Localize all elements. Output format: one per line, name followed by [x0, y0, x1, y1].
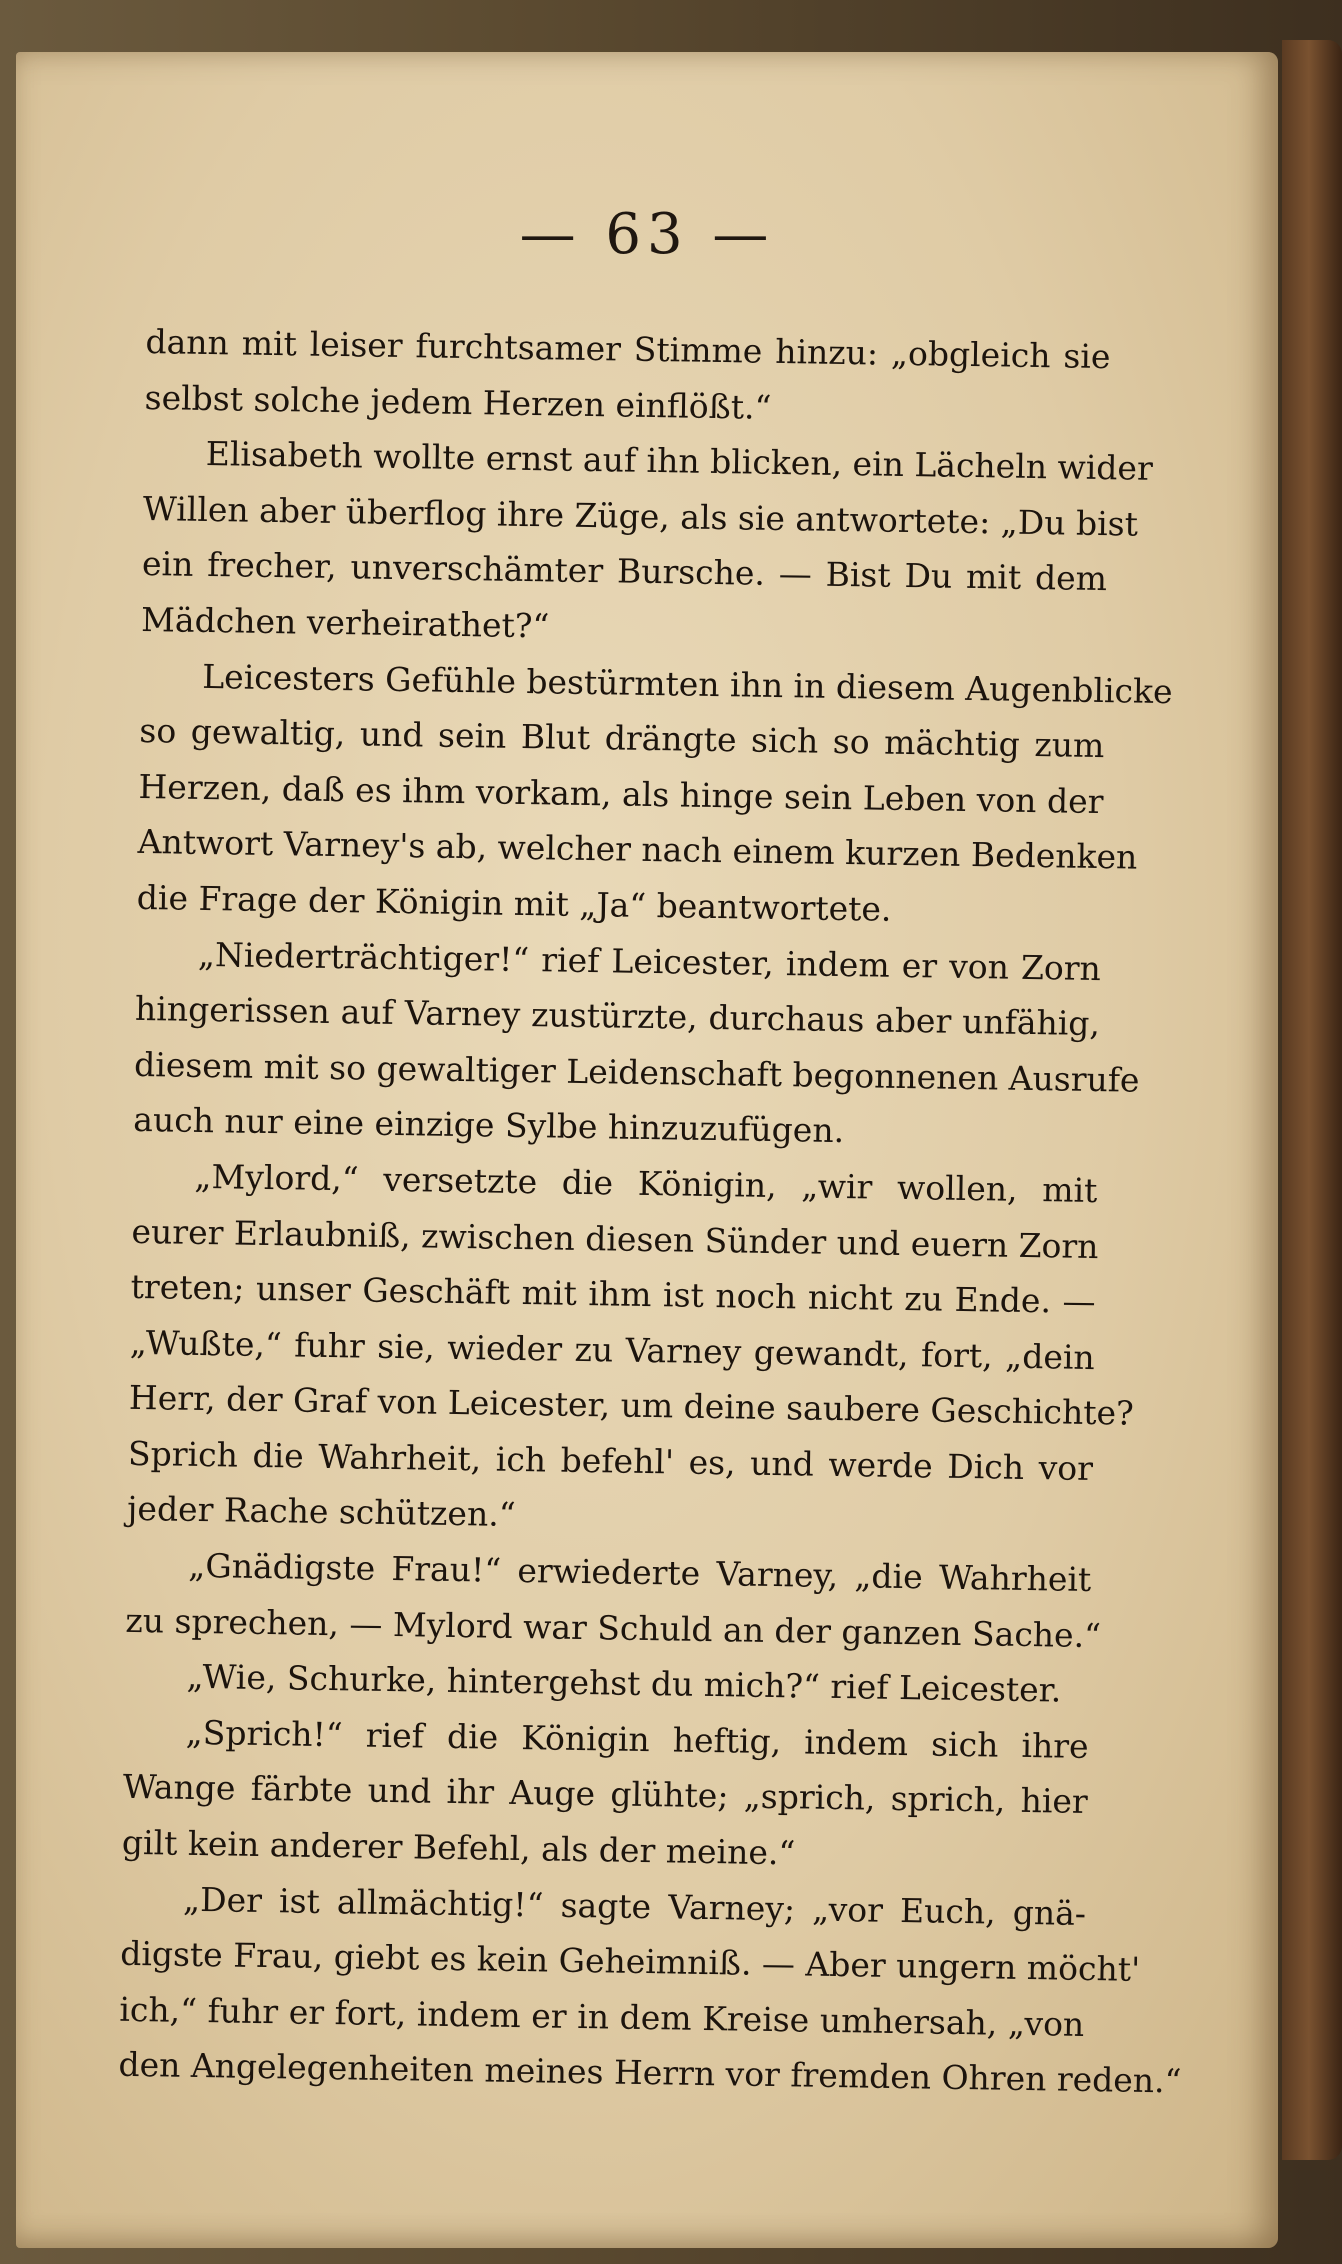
text-line: Leicesters Gefühle bestürmten ihn in diesem Augenblicke [202, 656, 1173, 711]
text-line: Herr, der Graf von Leicester, um deine saubere Geschichte? [128, 1378, 1135, 1433]
text-line: „Gnädigste Frau!“ erwiederte Varney, „die Wahrheit [188, 1545, 1092, 1600]
text-line: gilt kein anderer Befehl, als der meine.“ [121, 1822, 796, 1873]
text-line: „Niederträchtiger!“ rief Leicester, indem er von Zorn [197, 934, 1102, 988]
body-text [118, 314, 1182, 2108]
text-line: „Der ist allmächtig!“ sagte Varney; „vor Euch, gnä- [182, 1879, 1087, 1933]
book-page [16, 52, 1278, 2248]
text-line: diesem mit so gewaltiger Leidenschaft begonnenen Ausrufe [133, 1044, 1140, 1100]
text-line: dann mit leiser furchtsamer Stimme hinzu: „obgleich sie [145, 321, 1111, 377]
text-line: Elisabeth wollte ernst auf ihn blicken, ein Lächeln wider [205, 434, 1154, 489]
text-line: treten; unser Geschäft mit ihm ist noch nicht zu Ende. — [130, 1266, 1096, 1322]
text-line: digste Frau, giebt es kein Geheimniß. — Aber ungern möcht' [119, 1934, 1141, 1990]
text-line: Herzen, daß es ihm vorkam, als hinge sein Leben von der [138, 766, 1104, 821]
text-line: den Angelegenheiten meines Herrn vor fremden Ohren reden.“ [118, 2045, 1182, 2101]
text-line: zu sprechen, — Mylord war Schuld an der ganzen Sache.“ [125, 1600, 1102, 1655]
text-line: jeder Rache schützen.“ [126, 1489, 516, 1535]
text-line: Sprich die Wahrheit, ich befehl' es, und werde Dich vor [127, 1433, 1094, 1488]
text-line: Antwort Varney's ab, welcher nach einem kurzen Bedenken [137, 822, 1138, 877]
text-line: selbst solche jedem Herzen einflößt.“ [144, 377, 772, 427]
text-line: „Wußte,“ fuhr sie, wieder zu Varney gewandt, fort, „dein [129, 1322, 1096, 1377]
text-line: Willen aber überflog ihre Züge, als sie antwortete: „Du bist [142, 488, 1139, 544]
text-line: ich,“ fuhr er fort, indem er in dem Kreise umhersah, „von [119, 1989, 1085, 2044]
book-spine-edge [1282, 40, 1342, 2160]
text-line: Wange färbte und ihr Auge glühte; „sprich, sprich, hier [122, 1767, 1089, 1822]
text-line: „Mylord,“ versetzte die Königin, „wir wollen, mit [194, 1156, 1098, 1210]
text-line: auch nur eine einzige Sylbe hinzuzufügen. [133, 1100, 845, 1151]
text-line: „Wie, Schurke, hintergehst du mich?“ rief Leicester. [186, 1657, 1062, 1710]
text-line: „Sprich!“ rief die Königin heftig, indem sich ihre [185, 1712, 1089, 1766]
text-line: Mädchen verheirathet?“ [140, 599, 550, 646]
text-line: die Frage der Königin mit „Ja“ beantwortete. [136, 877, 892, 929]
text-line: so gewaltig, und sein Blut drängte sich so mächtig zum [139, 711, 1105, 766]
page-number: — 63 — [519, 202, 775, 267]
text-line: ein frecher, unverschämter Bursche. — Bist Du mit dem [141, 544, 1108, 599]
text-line: hingerissen auf Varney zustürzte, durchaus aber unfähig, [134, 989, 1101, 1044]
text-line: eurer Erlaubniß, zwischen diesen Sünder und euern Zorn [131, 1211, 1099, 1266]
